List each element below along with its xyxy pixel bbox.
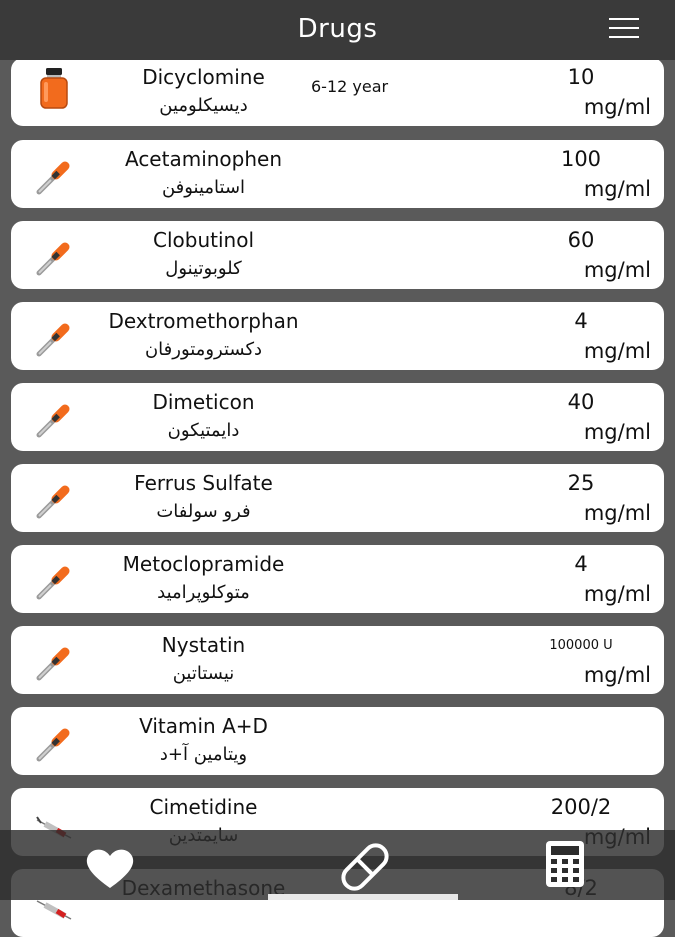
calculator-icon — [543, 839, 587, 889]
drug-amount: 25 — [567, 471, 595, 495]
drug-age-range: 6-12 year — [311, 77, 389, 96]
drug-amount: 4 — [574, 309, 588, 333]
drug-unit: mg/ml — [583, 582, 651, 606]
drug-unit: mg/ml — [583, 177, 651, 201]
active-tab-indicator — [268, 894, 458, 900]
drug-name-fa: دیسیکلومین — [159, 95, 248, 116]
pill-icon — [330, 832, 400, 902]
dropper-icon — [31, 314, 77, 360]
dropper-icon — [31, 152, 77, 198]
drug-name-fa: دایمتیکون — [167, 420, 240, 441]
drug-card-metoclopramide[interactable] — [11, 545, 664, 613]
drug-amount: 4 — [574, 552, 588, 576]
tab-bar — [0, 830, 675, 900]
dropper-icon — [31, 476, 77, 522]
drug-unit: mg/ml — [583, 258, 651, 282]
drug-name-en: Nystatin — [161, 633, 246, 657]
drug-amount: 60 — [567, 228, 595, 252]
page-title: Drugs — [297, 14, 378, 44]
drug-name-fa: کلوبوتینول — [165, 258, 242, 279]
tab-drugs[interactable] — [330, 830, 400, 900]
drug-name-en: Cimetidine — [149, 795, 258, 819]
drug-unit: mg/ml — [583, 501, 651, 525]
drug-card-dicyclomine[interactable] — [11, 58, 664, 126]
tab-calculator[interactable] — [540, 830, 590, 900]
drug-name-en: Dextromethorphan — [108, 309, 299, 333]
drug-name-en: Dimeticon — [152, 390, 255, 414]
dropper-icon — [31, 638, 77, 684]
drug-name-fa: استامینوفن — [161, 177, 246, 198]
drug-card-nystatin[interactable] — [11, 626, 664, 694]
drug-unit: mg/ml — [583, 95, 651, 119]
drug-amount: 100000 U — [549, 638, 613, 653]
heart-icon — [80, 838, 140, 898]
drug-name-fa: ویتامین آ+د — [159, 744, 248, 765]
drug-name-en: Metoclopramide — [122, 552, 285, 576]
drug-name-fa: متوکلوپرامید — [157, 582, 250, 603]
drug-amount: 40 — [567, 390, 595, 414]
drug-name-en: Ferrus Sulfate — [134, 471, 273, 495]
dropper-icon — [31, 557, 77, 603]
hamburger-menu-icon[interactable] — [609, 18, 639, 40]
dropper-icon — [31, 233, 77, 279]
drug-card-ferrus-sulfate[interactable] — [11, 464, 664, 532]
dropper-icon — [31, 395, 77, 441]
drug-card-dextromethorphan[interactable] — [11, 302, 664, 370]
drug-name-en: Acetaminophen — [124, 147, 283, 171]
drug-name-en: Vitamin A+D — [139, 714, 268, 738]
drug-name-fa: نیستاتین — [172, 663, 235, 684]
drug-unit: mg/ml — [583, 663, 651, 687]
drug-name-en: Clobutinol — [153, 228, 254, 252]
drug-card-vitamin-ad[interactable] — [11, 707, 664, 775]
dropper-icon — [31, 719, 77, 765]
navigation-bar — [0, 0, 675, 60]
drug-card-dimeticon[interactable] — [11, 383, 664, 451]
drug-card-acetaminophen[interactable] — [11, 140, 664, 208]
drug-card-clobutinol[interactable] — [11, 221, 664, 289]
drug-amount: 100 — [560, 147, 602, 171]
tab-favorites[interactable] — [80, 830, 140, 900]
drug-name-en: Dicyclomine — [142, 65, 265, 89]
drug-name-fa: فرو سولفات — [156, 501, 251, 522]
drug-amount: 10 — [567, 65, 595, 89]
drug-amount: 200/2 — [550, 795, 612, 819]
drug-unit: mg/ml — [583, 420, 651, 444]
bottle-icon — [31, 64, 77, 110]
drug-name-fa: دکسترومتورفان — [144, 339, 263, 360]
drug-unit: mg/ml — [583, 339, 651, 363]
